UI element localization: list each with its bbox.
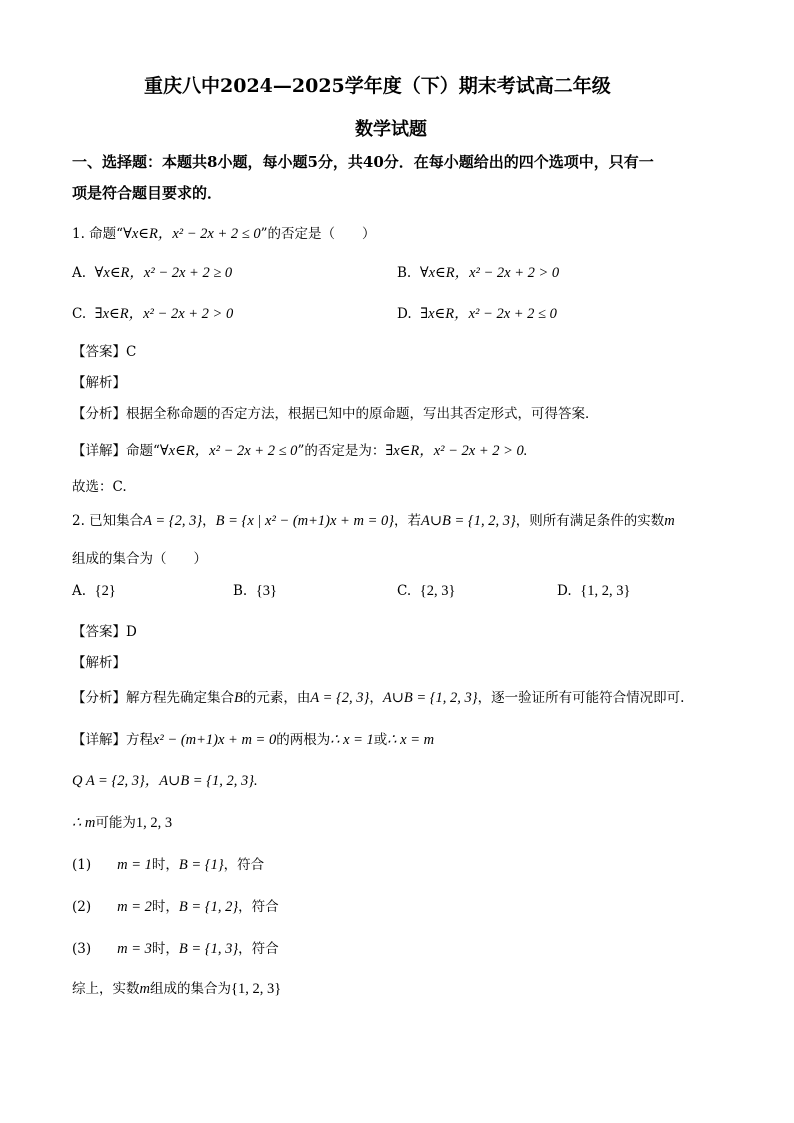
q2-fenxi-suffix: ，逐一验证所有可能符合情况即可. [477, 690, 685, 706]
q1-detail-prefix: 命题“ [126, 443, 160, 459]
q1-answer [72, 340, 136, 360]
q2-option-c-math: {2, 3} [419, 583, 456, 599]
q2-detail-math: x² − (m+1)x + m = 0 [153, 732, 277, 748]
q2-case-3-set: B = {1, 3} [178, 941, 239, 957]
q1-stem-prefix: 1. 命题“ [72, 226, 124, 242]
q2-fenxi-mid: 的元素，由 [242, 690, 311, 706]
q2-detail-mid: 的两根为 [276, 732, 331, 748]
q2-case-3 [72, 937, 279, 958]
q1-option-d-math: ∃x∈R，x² − 2x + 2 ≤ 0 [420, 306, 557, 322]
q1-option-c-math: ∃x∈R，x² − 2x + 2 > 0 [94, 306, 234, 322]
q2-option-b-label: B. [233, 583, 248, 599]
q2-option-d-label: D. [557, 583, 572, 599]
exam-title: 重庆八中2024—2025学年度（下）期末考试高二年级 [144, 75, 611, 97]
q2-summary-prefix: 综上，实数 [72, 981, 140, 997]
q1-stem [72, 222, 376, 243]
q2-stem-suffix: ，则所有满足条件的实数 [515, 513, 665, 529]
q2-option-c [397, 583, 455, 600]
q2-case-1-set: B = {1} [178, 857, 224, 873]
q2-detail-prefix: 方程 [126, 732, 153, 748]
q2-option-b [233, 583, 277, 600]
q1-stem-math: ∀x∈R，x² − 2x + 2 ≤ 0 [123, 226, 261, 242]
q2-fenxi-sep: ， [369, 690, 383, 706]
q2-stem [72, 509, 675, 530]
q2-answer-tag: 【答案】 [72, 624, 126, 640]
q2-stem-mid: ，若 [394, 513, 422, 529]
q2-option-a [72, 583, 116, 600]
q2-case-1-cond: m = 1 [117, 857, 152, 873]
q2-given-math: Q A = {2, 3}，A∪B = {1, 2, 3}. [72, 773, 258, 789]
q2-option-d-math: {1, 2, 3} [580, 583, 631, 599]
q2-option-c-label: C. [397, 583, 412, 599]
q1-option-a-math: ∀x∈R，x² − 2x + 2 ≥ 0 [94, 265, 233, 281]
q2-detail-or: 或 [373, 732, 388, 748]
q2-given [72, 769, 258, 790]
q1-detail-tag: 【详解】 [72, 443, 126, 459]
q2-summary [72, 977, 281, 998]
q1-option-b-label: B. [397, 265, 412, 281]
q2-answer [72, 620, 137, 640]
q1-option-a [72, 261, 232, 282]
q2-case-1-shi: 时， [151, 857, 179, 873]
q2-stem-math1: A = {2, 3} [143, 513, 203, 529]
q1-analysis-tag: 【解析】 [72, 375, 126, 391]
q2-case-1-num: (1) [72, 857, 92, 873]
q2-case-3-num: (3) [72, 941, 92, 957]
q2-case-2-result: ，符合 [238, 899, 279, 915]
q1-option-b-math: ∀x∈R，x² − 2x + 2 > 0 [419, 265, 560, 281]
q2-stem-prefix: 2. 已知集合 [72, 513, 144, 529]
q2-fenxi-math1: A = {2, 3} [310, 690, 370, 706]
q1-option-c [72, 302, 233, 323]
q2-fenxi-prefix: 解方程先确定集合 [126, 690, 234, 706]
q2-summary-mid: 组成的集合为 [149, 981, 231, 997]
q1-option-d-label: D. [397, 306, 412, 322]
q2-case-2-cond: m = 2 [117, 899, 152, 915]
section-heading-line2: 项是符合题目要求的． [72, 184, 223, 202]
q2-detail-tag: 【详解】 [72, 732, 126, 748]
q2-possible-prefix: ∴ m [72, 815, 96, 831]
q1-fenxi-text: 根据全称命题的否定方法，根据已知中的原命题，写出其否定形式，可得答案． [126, 406, 599, 422]
q1-fenxi [72, 402, 599, 422]
q2-possible [72, 811, 172, 832]
q1-detail-math2: ∃x∈R，x² − 2x + 2 > 0. [385, 443, 528, 459]
q2-case-3-cond: m = 3 [117, 941, 152, 957]
q1-stem-suffix: ”的否定是（ ） [260, 226, 376, 242]
q2-fenxi-var: B [234, 690, 243, 706]
section-heading-line1: 一、选择题：本题共8小题，每小题5分，共40分．在每小题给出的四个选项中，只有一 [72, 153, 654, 171]
q2-fenxi [72, 686, 684, 707]
q2-detail-root1: ∴ x = 1 [330, 732, 374, 748]
q2-answer-value: D [126, 624, 137, 640]
q1-choose: 故选：C. [72, 479, 127, 495]
q2-summary-set: {1, 2, 3} [230, 981, 282, 997]
q1-option-d [397, 302, 557, 323]
q2-stem-math3: A∪B = {1, 2, 3} [421, 513, 516, 529]
q2-case-1 [72, 853, 264, 874]
q1-answer-value: C [126, 344, 137, 360]
q2-case-3-shi: 时， [151, 941, 179, 957]
q2-option-a-math: {2} [94, 583, 116, 599]
q2-case-3-result: ，符合 [238, 941, 279, 957]
q2-stem-sep: ， [202, 513, 216, 529]
q2-detail-root2: ∴ x = m [387, 732, 435, 748]
q2-analysis-tag: 【解析】 [72, 655, 126, 671]
q1-option-c-label: C. [72, 306, 87, 322]
q2-option-a-label: A. [72, 583, 87, 599]
q2-stem-var: m [664, 513, 675, 529]
q2-fenxi-math2: A∪B = {1, 2, 3} [382, 690, 478, 706]
q2-stem-line2: 组成的集合为（ ） [72, 551, 207, 567]
q2-summary-var: m [139, 981, 150, 997]
q1-detail [72, 439, 527, 460]
q1-detail-math1: ∀x∈R，x² − 2x + 2 ≤ 0 [159, 443, 298, 459]
q2-option-d [557, 583, 630, 600]
q2-case-2-shi: 时， [151, 899, 179, 915]
q2-option-b-math: {3} [255, 583, 277, 599]
q1-option-b [397, 261, 559, 282]
q1-answer-tag: 【答案】 [72, 344, 126, 360]
q2-stem-math2: B = {x | x² − (m+1)x + m = 0} [215, 513, 395, 529]
q2-detail [72, 728, 434, 749]
q1-detail-mid: ”的否定是为： [297, 443, 386, 459]
q2-case-2-set: B = {1, 2} [178, 899, 239, 915]
q2-possible-values: 1, 2, 3 [135, 815, 173, 831]
q2-possible-mid: 可能为 [95, 815, 136, 831]
q2-case-2 [72, 895, 279, 916]
q1-fenxi-tag: 【分析】 [72, 406, 126, 422]
q1-option-a-label: A. [72, 265, 87, 281]
q2-case-2-num: (2) [72, 899, 92, 915]
q2-case-1-result: ，符合 [223, 857, 265, 873]
exam-subtitle: 数学试题 [355, 119, 427, 140]
q2-fenxi-tag: 【分析】 [72, 690, 126, 706]
